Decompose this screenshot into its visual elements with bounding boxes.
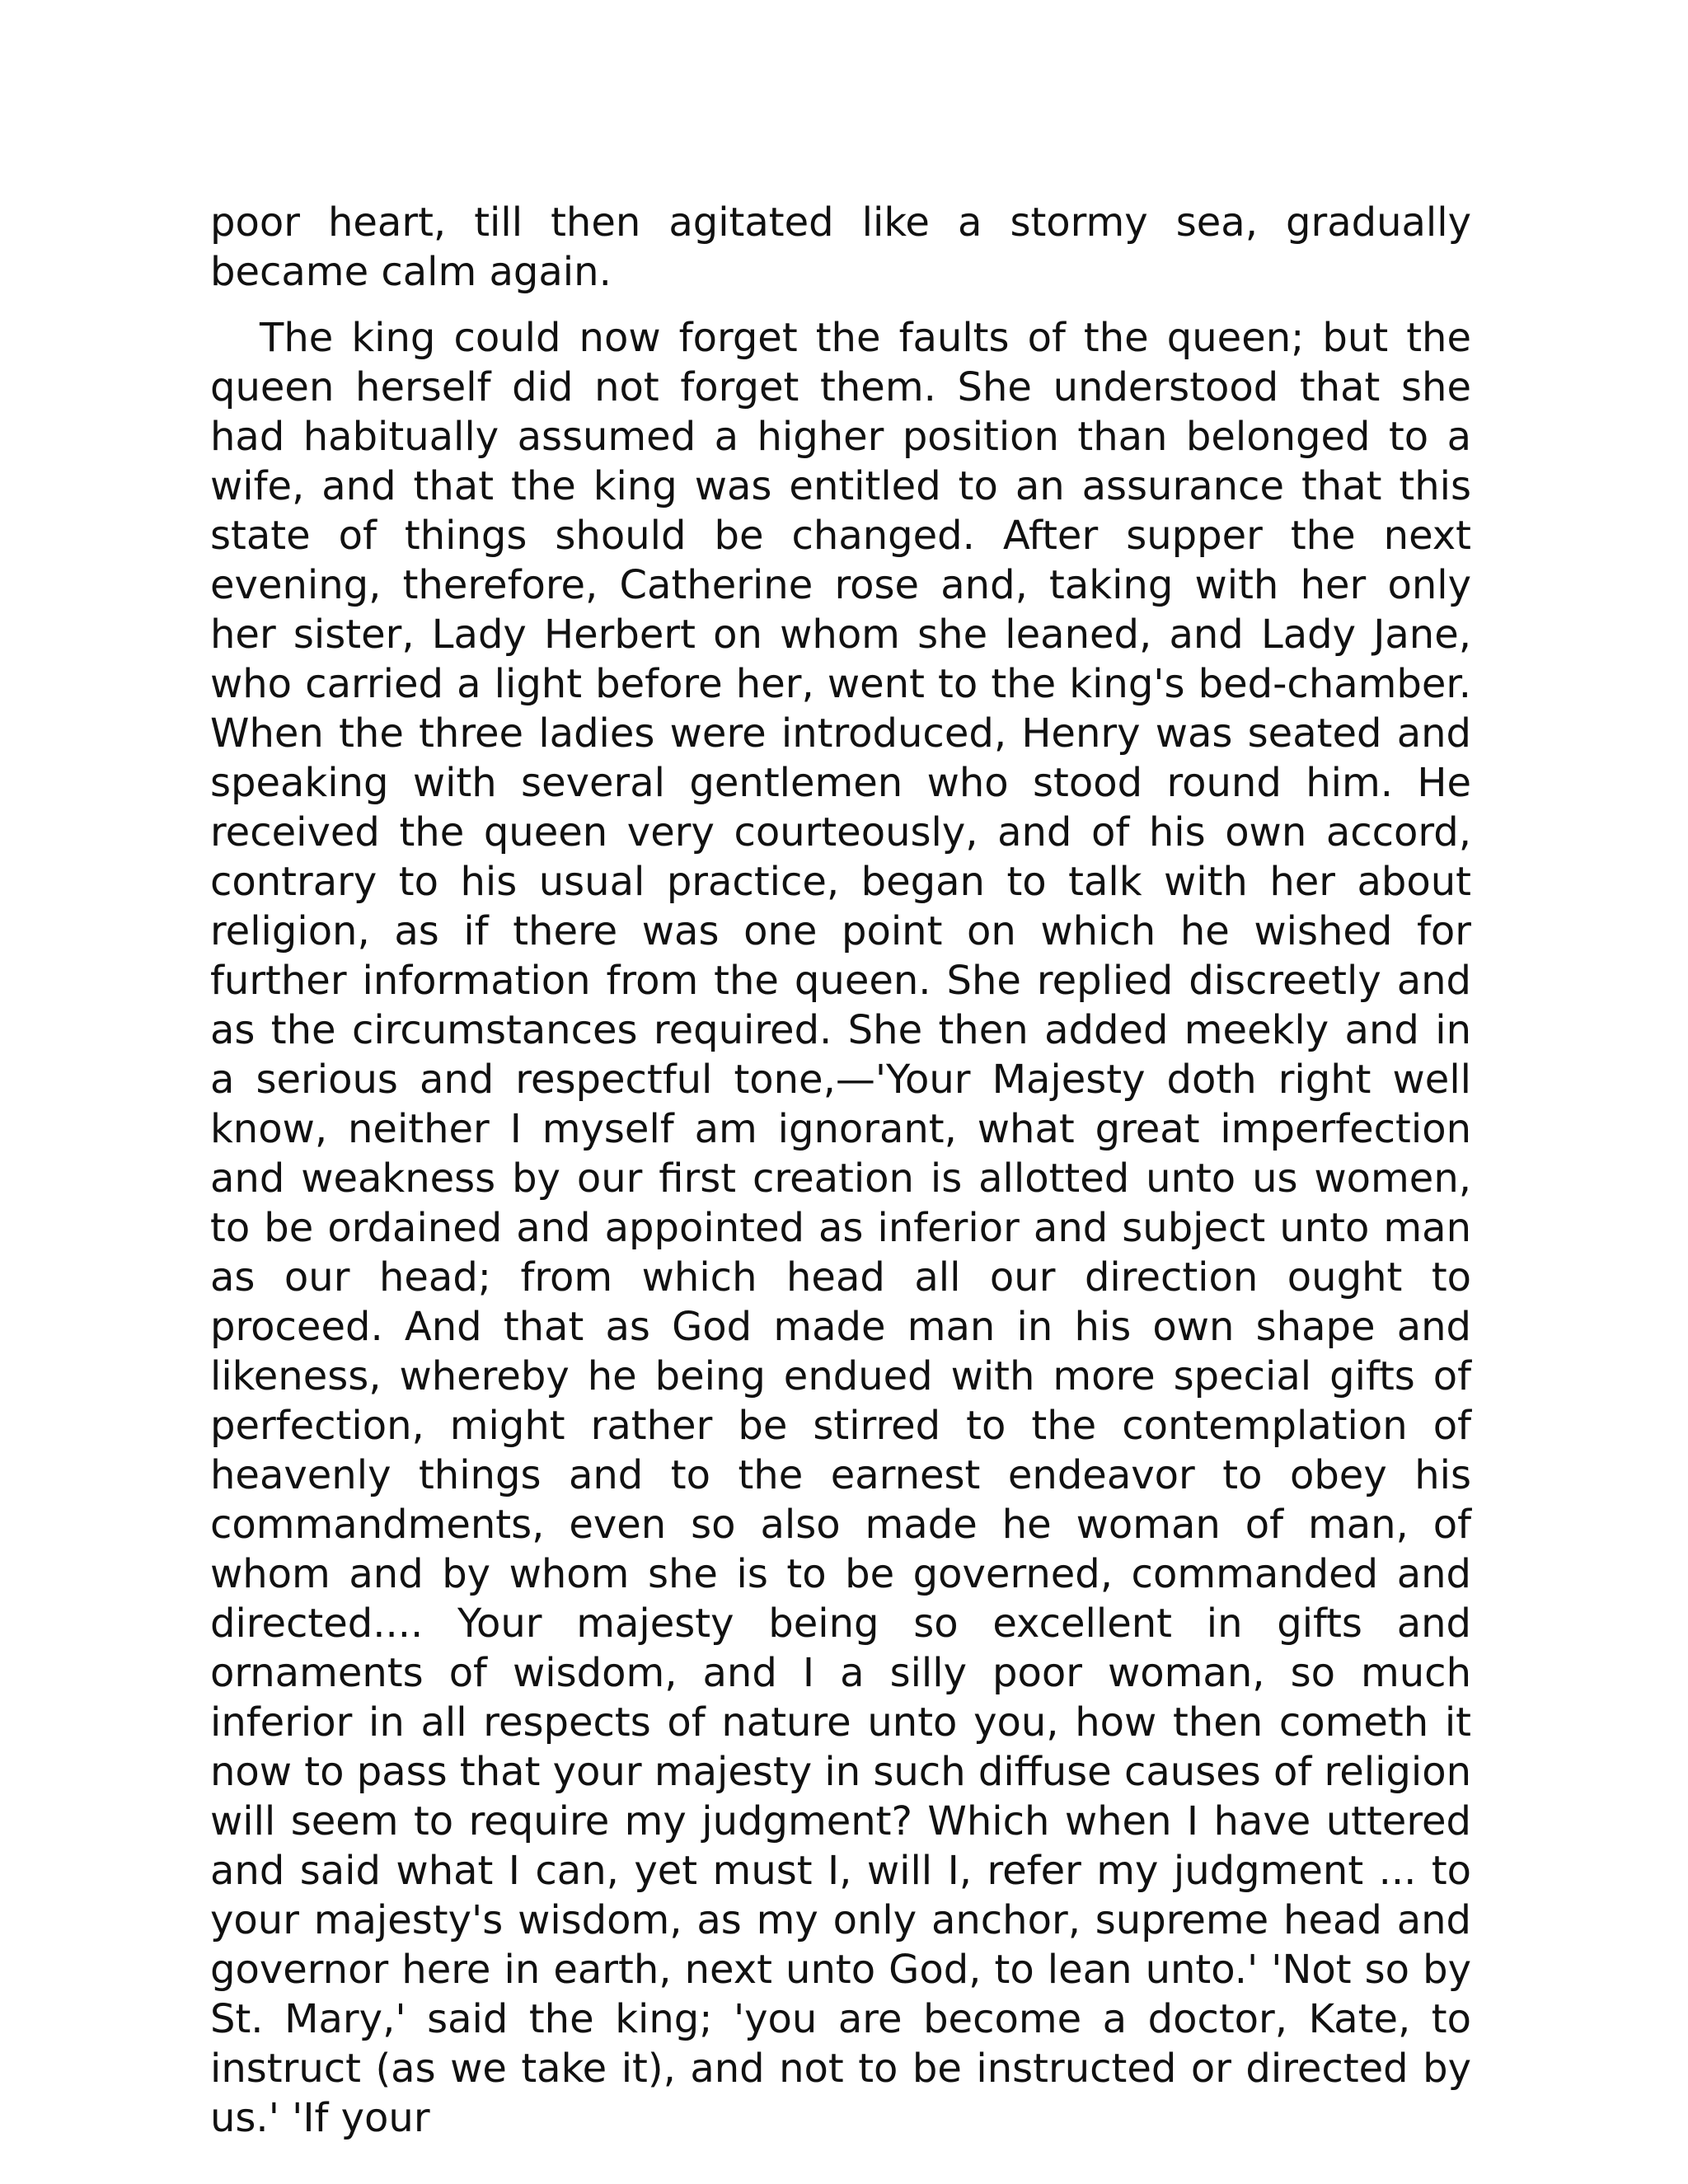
paragraph-continuation: poor heart, till then agitated like a stormy sea, gradually became calm again. bbox=[210, 199, 1471, 295]
paragraph-king-and-queen: The king could now forget the faults of the queen; but the queen herself did not forget them. She understood that she had habitually assumed a higher position than belonged to a wife, and that the king was entitled to an assurance that this state of things should be changed. After supper the next evening, therefore, Catherine rose and, taking with her only her sister, Lady Herbert on whom she leaned, and Lady Jane, who carried a light before her, went to the king's bed-chamber. When the three ladies were introduced, Henry was seated and speaking with several gentlemen who stood round him. He received the queen very courteously, and of his own accord, contrary to his usual practice, began to talk with her about religion, as if there was one point on which he wished for further information from the queen. She replied discreetly and as the circumstances required. She then added meekly and in a serious and respectful tone,—'Your Majesty doth right well know, neither I myself am ignorant, what great imperfection and weakness by our first creation is allotted unto us women, to be ordained and appointed as inferior and subject unto man as our head; from which head all our direction ought to proceed. And that as God made man in his own shape and likeness, whereby he being endued with more special gifts of perfection, might rather be stirred to the contemplation of heavenly things and to the earnest endeavor to obey his commandments, even so also made he woman of man, of whom and by whom she is to be governed, commanded and directed.... Your majesty being so excellent in gifts and ornaments of wisdom, and I a silly poor woman, so much inferior in all respects of nature unto you, how then cometh it now to pass that your majesty in such diffuse causes of religion will seem to require my judgment? Which when I have uttered and said what I can, yet must I, will I, refer my judgment ... to your majesty's wisdom, as my only anchor, supreme head and governor here in earth, next unto God, to lean unto.' 'Not so by St. Mary,' said the king; 'you are become a doctor, Kate, to instruct (as we take it), and not to be instructed or directed by us.' 'If your bbox=[210, 315, 1471, 2141]
page-body bbox=[210, 198, 1471, 2143]
